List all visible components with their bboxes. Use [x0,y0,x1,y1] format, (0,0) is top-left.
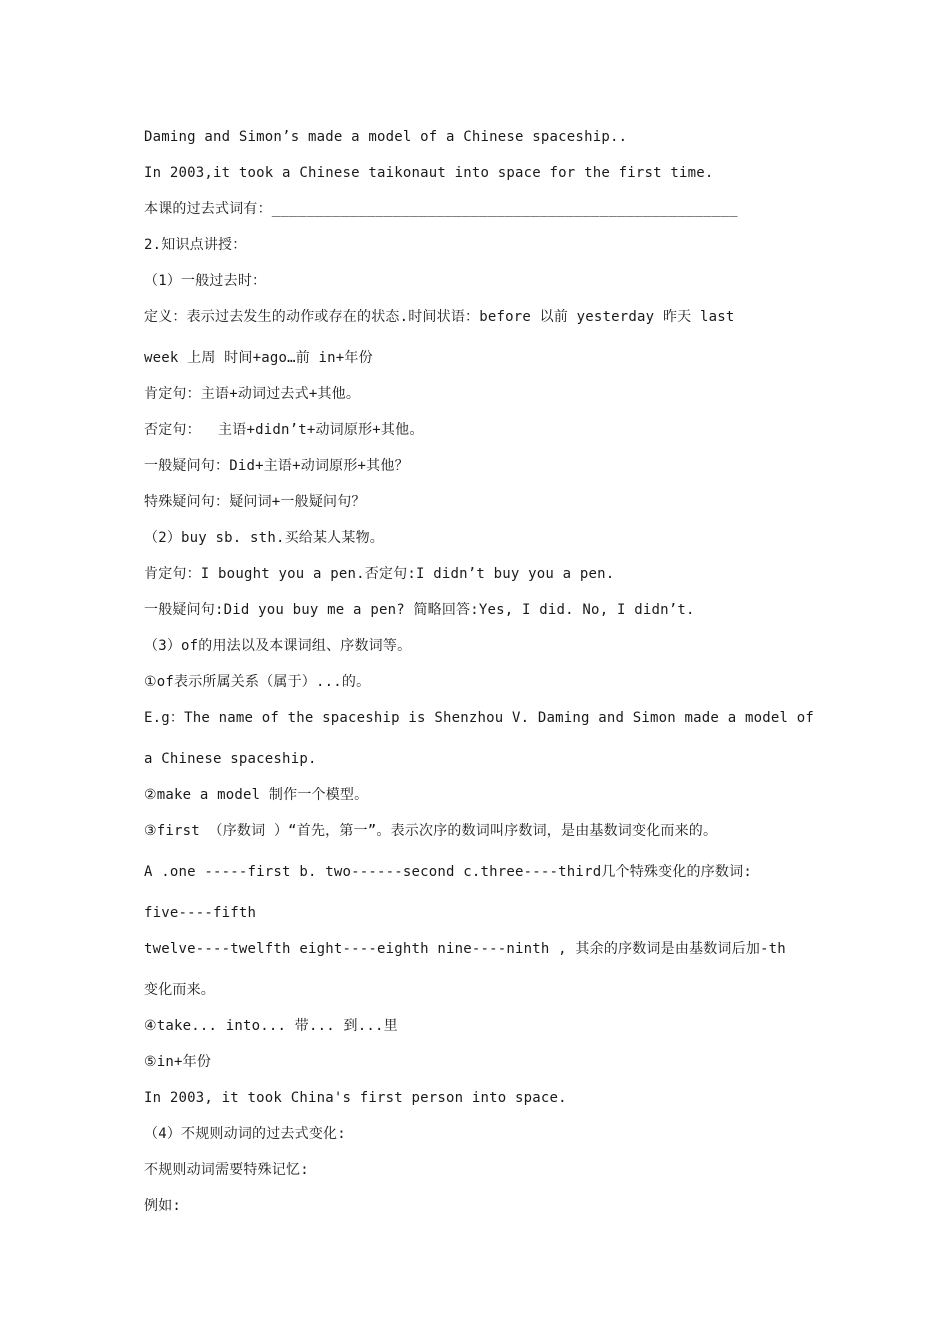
text-line: 本课的过去式词有：______________________________________________________ [144,201,738,217]
text-line: 例如: [144,1198,182,1214]
text-line: A .one -----first b. two------second c.three----third几个特殊变化的序数词: [144,864,752,880]
section-heading: 2.知识点讲授： [144,237,247,253]
text-line: In 2003,it took a Chinese taikonaut into space for the first time. [144,165,714,181]
text-line: Daming and Simon’s made a model of a Chinese spaceship.. [144,129,628,145]
text-line: 肯定句：I bought you a pen.否定句:I didn’t buy you a pen. [144,566,615,582]
text-line: 变化而来。 [144,982,215,998]
text-line: ②make a model 制作一个模型。 [144,787,369,803]
text-line: 一般疑问句：Did+主语+动词原形+其他？ [144,458,409,474]
text-line: ①of表示所属关系（属于）...的。 [144,674,371,690]
text-line: ④take... into... 带... 到...里 [144,1018,398,1034]
text-line: a Chinese spaceship. [144,751,317,767]
text-line: ⑤in+年份 [144,1054,212,1070]
subsection-heading: （4）不规则动词的过去式变化: [144,1126,346,1142]
text-line: 不规则动词需要特殊记忆: [144,1162,309,1178]
subsection-heading: （2）buy sb. sth.买给某人某物。 [144,530,384,546]
text-line: E.g：The name of the spaceship is Shenzhou V. Daming and Simon made a model of [144,710,814,726]
text-line: twelve----twelfth eight----eighth nine----ninth , 其余的序数词是由基数词后加-th [144,941,786,957]
text-line: 定义：表示过去发生的动作或存在的状态.时间状语：before 以前 yesterday 昨天 last [144,309,735,325]
text-line: week 上周 时间+ago…前 in+年份 [144,350,373,366]
subsection-heading: （3）of的用法以及本课词组、序数词等。 [144,638,412,654]
text-line: 一般疑问句:Did you buy me a pen? 简略回答:Yes, I did. No, I didn’t. [144,602,695,618]
text-line: five----fifth [144,905,257,921]
text-line: In 2003, it took China's first person into space. [144,1090,567,1106]
subsection-heading: （1）一般过去时： [144,273,267,289]
text-line: 特殊疑问句：疑问词+一般疑问句？ [144,494,366,510]
text-line: 肯定句：主语+动词过去式+其他。 [144,386,361,402]
text-line: 否定句： 主语+didn’t+动词原形+其他。 [144,422,424,438]
text-line: ③first （序数词 ）“首先，第一”。表示次序的数词叫序数词，是由基数词变化而来的。 [144,823,718,839]
